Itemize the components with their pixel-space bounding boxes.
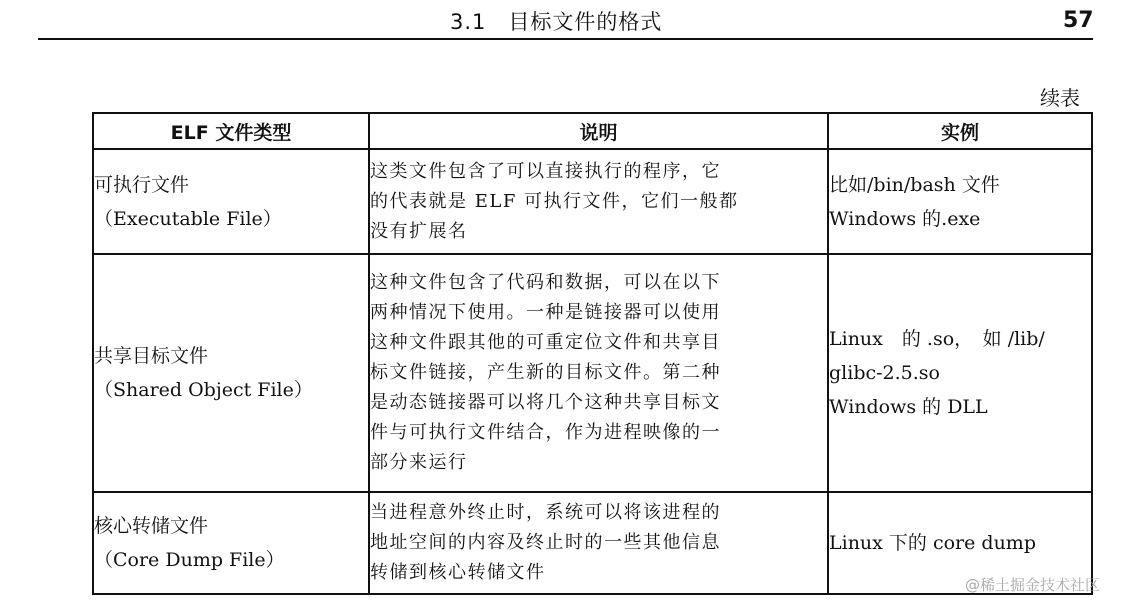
description-line: 件与可执行文件结合，作为进程映像的一 xyxy=(370,422,721,443)
description-line: 部分来运行 xyxy=(370,452,468,473)
description-cell xyxy=(369,254,828,492)
column-header-description: 说明 xyxy=(369,113,828,149)
example-line: Windows 的.exe xyxy=(829,207,981,230)
table-row xyxy=(93,492,1092,594)
description-line: 两种情况下使用。一种是链接器可以使用 xyxy=(370,302,721,323)
header-rule xyxy=(38,38,1093,40)
example-cell xyxy=(828,149,1092,254)
description-line: 的代表就是 ELF 可执行文件，它们一般都 xyxy=(370,190,739,212)
description-line: 标文件链接，产生新的目标文件。第二种 xyxy=(370,362,721,383)
description-line: 转储到核心转储文件 xyxy=(370,562,546,583)
table-row xyxy=(93,149,1092,254)
type-cell xyxy=(93,254,369,492)
table-row xyxy=(93,254,1092,492)
type-cell xyxy=(93,492,369,594)
example-line: Linux 的 .so， 如 /lib/ xyxy=(829,328,1045,350)
column-header-example: 实例 xyxy=(828,113,1092,149)
page-number: 57 xyxy=(1063,8,1094,33)
type-name: 核心转储文件 xyxy=(94,515,209,537)
type-english-name: （Executable File） xyxy=(94,207,282,230)
type-name: 可执行文件 xyxy=(94,173,190,196)
description-line: 没有扩展名 xyxy=(370,220,468,242)
description-line: 当进程意外终止时，系统可以将该进程的 xyxy=(370,502,721,523)
example-line: Windows 的 DLL xyxy=(829,396,988,418)
description-line: 这种文件跟其他的可重定位文件和共享目 xyxy=(370,332,721,353)
description-line: 这种文件包含了代码和数据，可以在以下 xyxy=(370,272,721,293)
elf-file-type-table xyxy=(92,112,1093,595)
type-cell xyxy=(93,149,369,254)
continued-label: 续表 xyxy=(1040,86,1080,110)
type-english-name: （Core Dump File） xyxy=(94,549,285,571)
example-line: glibc-2.5.so xyxy=(829,362,940,384)
description-cell xyxy=(369,149,828,254)
description-line: 是动态链接器可以将几个这种共享目标文 xyxy=(370,392,721,413)
example-cell xyxy=(828,254,1092,492)
description-cell xyxy=(369,492,828,594)
watermark: @稀土掘金技术社区 xyxy=(965,576,1101,594)
type-english-name: （Shared Object File） xyxy=(94,379,313,401)
type-name: 共享目标文件 xyxy=(94,345,209,367)
example-line: 比如/bin/bash 文件 xyxy=(829,173,1000,196)
example-line: Linux 下的 core dump xyxy=(829,532,1036,554)
column-header-type: ELF 文件类型 xyxy=(93,113,369,149)
section-title: 3.1 目标文件的格式 xyxy=(450,10,663,34)
description-line: 地址空间的内容及终止时的一些其他信息 xyxy=(370,532,721,553)
table-header-row xyxy=(93,113,1092,149)
description-line: 这类文件包含了可以直接执行的程序，它 xyxy=(370,160,721,182)
